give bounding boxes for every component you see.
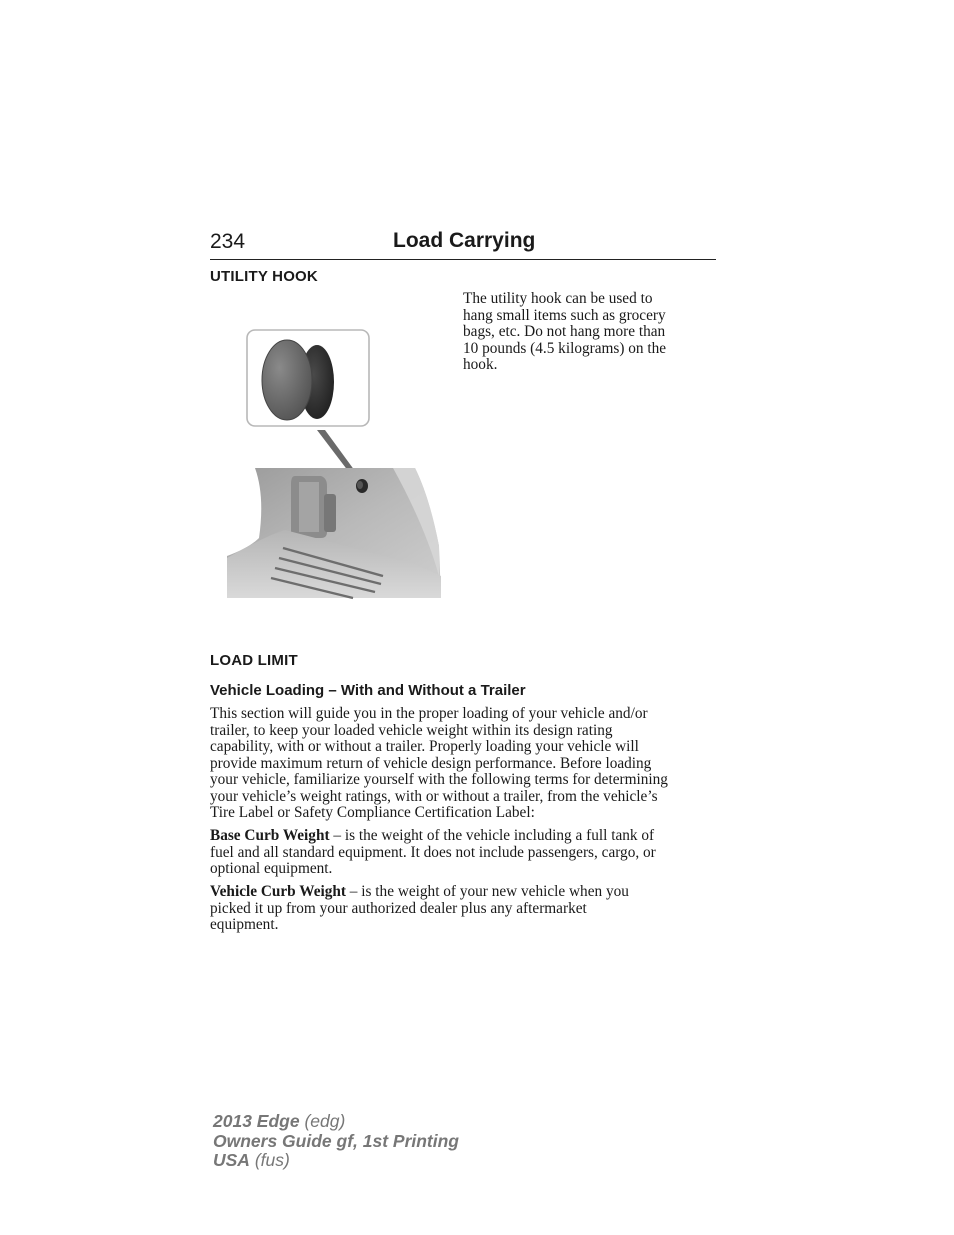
footer-market-code: (fus) [249, 1150, 290, 1170]
text-line: your vehicle’s weight ratings, with or without a trailer, from the vehicle’s [210, 787, 658, 805]
page-footer [213, 1112, 459, 1171]
text-line: provide maximum return of vehicle design performance. Before loading [210, 754, 652, 772]
footer-line [213, 1151, 459, 1171]
utility-hook-illustration-svg [225, 326, 443, 600]
base-curb-weight-definition [210, 828, 718, 878]
text-line: trailer, to keep your loaded vehicle weight within its design rating [210, 721, 613, 739]
text-line: hook. [463, 356, 498, 373]
base-curb-weight-term: Base Curb Weight [210, 827, 330, 844]
text-line: your vehicle, familiarize yourself with the following terms for determining [210, 771, 668, 788]
footer-line [213, 1112, 459, 1132]
vehicle-loading-subheading: Vehicle Loading – With and Without a Trailer [210, 682, 526, 699]
vehicle-loading-intro [210, 706, 718, 822]
footer-model-code: (edg) [299, 1111, 346, 1131]
text-line: The utility hook can be used to [463, 290, 653, 307]
text-line: optional equipment. [210, 860, 333, 877]
footer-market: USA [213, 1150, 250, 1170]
text-line: 10 pounds (4.5 kilograms) on the [463, 339, 667, 357]
footer-model: 2013 Edge [213, 1111, 300, 1131]
text-line: Tire Label or Safety Compliance Certification Label: [210, 804, 535, 821]
utility-hook-illustration [225, 326, 443, 600]
chapter-title: Load Carrying [393, 229, 536, 252]
text-line [210, 884, 718, 901]
load-limit-heading: LOAD LIMIT [210, 652, 298, 669]
vehicle-curb-weight-text: – is the weight of your new vehicle when you [345, 883, 629, 900]
page-header [210, 229, 716, 260]
text-line: This section will guide you in the proper loading of your vehicle and/or [210, 705, 648, 722]
text-line: capability, with or without a trailer. Properly loading your vehicle will [210, 738, 639, 755]
vehicle-curb-weight-term: Vehicle Curb Weight [210, 883, 346, 900]
footer-line [213, 1132, 459, 1152]
text-line: fuel and all standard equipment. It does not include passengers, cargo, or [210, 843, 656, 861]
text-line: hang small items such as grocery [463, 306, 666, 324]
text-line: bags, etc. Do not hang more than [463, 323, 666, 340]
base-curb-weight-text: – is the weight of the vehicle including a full tank of [329, 827, 655, 844]
vehicle-curb-weight-definition [210, 884, 718, 934]
footer-edition: Owners Guide gf, 1st Printing [213, 1130, 459, 1151]
utility-hook-heading: UTILITY HOOK [210, 268, 318, 285]
utility-hook-description [463, 291, 713, 374]
text-line: picked it up from your authorized dealer plus any aftermarket [210, 899, 587, 917]
page-number: 234 [210, 230, 246, 253]
text-line: equipment. [210, 916, 279, 933]
text-line [210, 828, 718, 845]
